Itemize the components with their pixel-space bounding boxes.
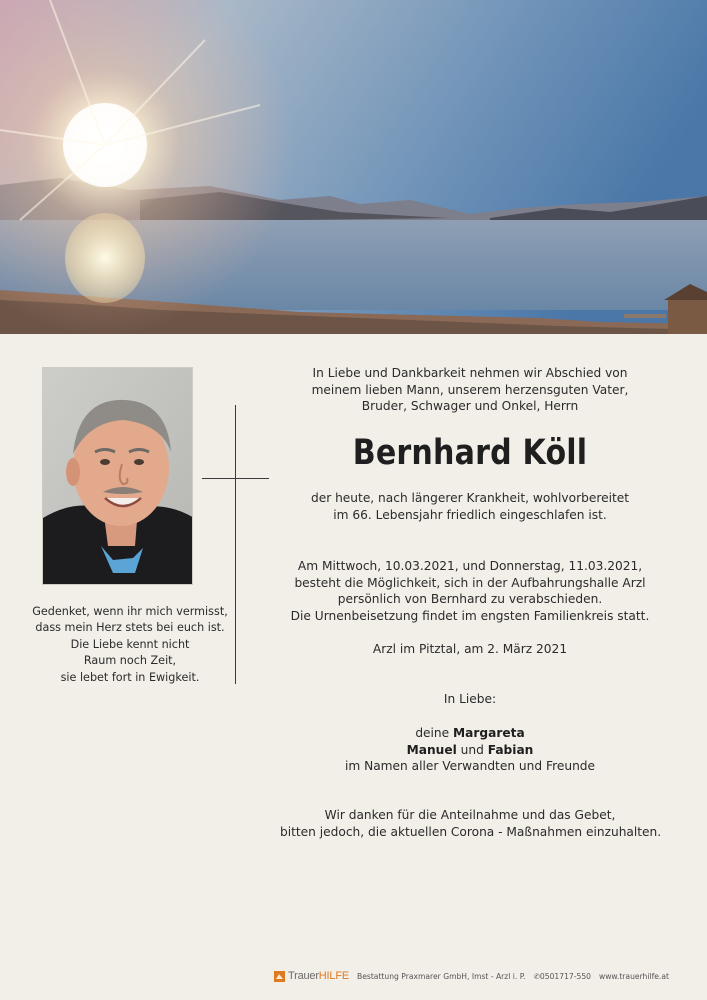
signature-line-3: im Namen aller Verwandten und Freunde <box>344 759 596 774</box>
cross-icon-bar <box>202 478 269 479</box>
signature-name: Manuel <box>406 742 457 757</box>
thanks-note <box>280 807 660 840</box>
poem-line: sie lebet fort in Ewigkeit. <box>60 670 200 684</box>
poem-line: Raum noch Zeit, <box>83 654 177 668</box>
viewing-line: besteht die Möglichkeit, sich in der Aufbahrungshalle Arzl <box>294 575 646 590</box>
footer-website-link[interactable]: www.trauerhilfe.at <box>598 971 669 981</box>
viewing-line: Die Urnenbeisetzung findet im engsten Familienkreis statt. <box>290 608 650 623</box>
footer-phone: ✆0501717-550 <box>533 971 591 981</box>
signature-conjunction: und <box>460 742 484 757</box>
closing-phrase: In Liebe: <box>443 692 497 706</box>
place-date: Arzl im Pitztal, am 2. März 2021 <box>372 642 568 656</box>
signature-prefix: deine <box>415 726 450 740</box>
viewing-details <box>280 558 660 624</box>
footer <box>274 968 677 984</box>
poem-line: Die Liebe kennt nicht <box>70 637 190 651</box>
passing-line: der heute, nach längerer Krankheit, wohlvorbereitet <box>310 491 630 505</box>
memorial-poem <box>10 604 250 686</box>
signature-name: Margareta <box>453 726 525 740</box>
signature-name: Fabian <box>487 742 534 757</box>
passing-line: im 66. Lebensjahr friedlich eingeschlafen ist. <box>333 507 607 522</box>
logo-text-hilfe: HILFE <box>318 970 349 982</box>
footer-company: Bestattung Praxmarer GmbH, Imst - Arzl i. P. <box>356 971 526 981</box>
header-landscape-photo <box>0 0 707 334</box>
trauerhilfe-logo-icon <box>274 971 285 982</box>
cross-icon <box>235 405 236 684</box>
signature-line-1 <box>280 725 660 742</box>
poem-line: Gedenket, wenn ihr mich vermisst, <box>32 605 228 618</box>
poem-line: dass mein Herz stets bei euch ist. <box>35 621 225 635</box>
signatures <box>280 725 660 775</box>
thanks-line: bitten jedoch, die aktuellen Corona - Maßnahmen einzuhalten. <box>280 824 662 839</box>
logo-text-trauer: Trauer <box>288 970 319 982</box>
signature-line-2 <box>280 742 660 759</box>
viewing-line: Am Mittwoch, 10.03.2021, und Donnerstag, 11.03.2021, <box>297 559 643 573</box>
deceased-name: Bernhard Köll <box>352 433 588 473</box>
passing-text <box>280 490 660 523</box>
portrait-photo <box>42 367 193 585</box>
intro-line: meinem lieben Mann, unserem herzensguten Vater, <box>311 382 629 397</box>
thanks-line: Wir danken für die Anteilnahme und das Gebet, <box>324 808 616 822</box>
intro-text <box>280 365 660 415</box>
intro-line: In Liebe und Dankbarkeit nehmen wir Abschied von <box>312 366 628 380</box>
intro-line: Bruder, Schwager und Onkel, Herrn <box>361 399 579 414</box>
viewing-line: persönlich von Bernhard zu verabschieden. <box>337 592 603 607</box>
